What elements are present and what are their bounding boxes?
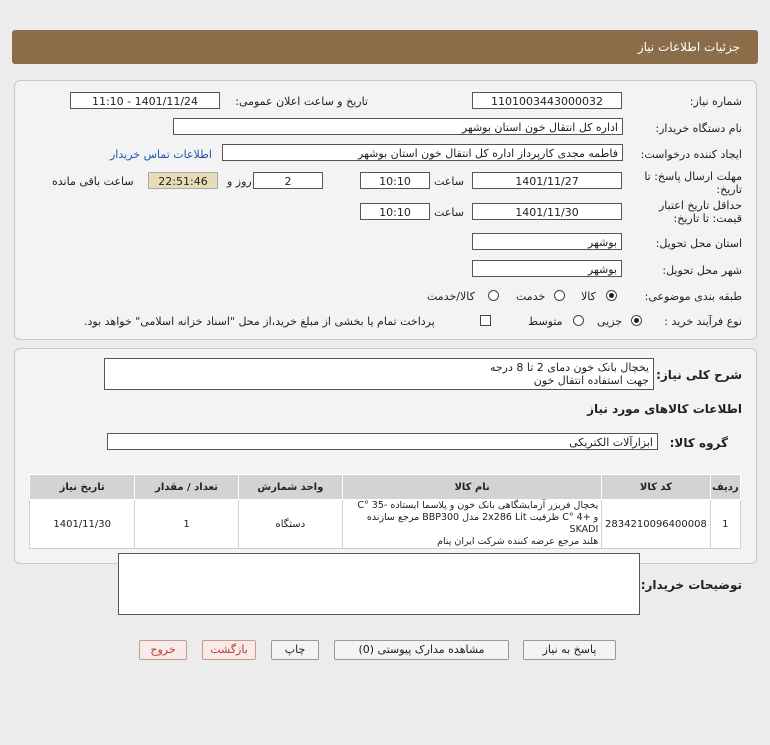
description-label: شرح کلی نیاز: (656, 368, 742, 382)
col-name: نام کالا (342, 475, 601, 500)
cell-code: 2834210096400008 (602, 500, 710, 549)
treasury-payment-checkbox[interactable] (480, 315, 491, 326)
announce-field: 1401/11/24 - 11:10 (70, 92, 220, 109)
cell-qty: 1 (135, 500, 238, 549)
deadline-date-field: 1401/11/27 (472, 172, 622, 189)
city-field: بوشهر (472, 260, 622, 277)
process-radio-medium[interactable] (573, 315, 584, 326)
col-row: ردیف (710, 475, 740, 500)
city-label: شهر محل تحویل: (662, 264, 742, 277)
view-attachments-button[interactable]: مشاهده مدارک پیوستی (0) (334, 640, 509, 660)
announce-label: تاریخ و ساعت اعلان عمومی: (235, 95, 368, 108)
category-radio-goods[interactable] (606, 290, 617, 301)
print-button[interactable]: چاپ (271, 640, 319, 660)
cell-name-line-1: یخچال فریزر آزمایشگاهی بانک خون و پلاسما ایستاده -35 °C (357, 500, 599, 511)
category-radio-both[interactable] (488, 290, 499, 301)
buyer-field: اداره کل انتقال خون استان بوشهر (173, 118, 623, 135)
days-label: روز و (227, 175, 252, 188)
cell-date: 1401/11/30 (30, 500, 135, 549)
process-option-minor: جزیی (597, 315, 623, 328)
page-title: جزئیات اطلاعات نیاز (637, 40, 740, 54)
category-radio-service[interactable] (554, 290, 565, 301)
days-field: 2 (253, 172, 323, 189)
need-number-label: شماره نیاز: (689, 95, 742, 108)
back-button[interactable]: بازگشت (202, 640, 256, 660)
cell-name-line-3: هلند مرجع عرضه کننده شرکت ایران پنام (437, 536, 599, 547)
description-field (104, 358, 654, 390)
remaining-time-field: 22:51:46 (148, 172, 218, 189)
description-line-1: یخچال بانک خون دمای 2 تا 8 درجه (489, 361, 649, 374)
treasury-payment-note: پرداخت تمام یا بخشی از مبلغ خرید،از محل "اسناد خزانه اسلامی" خواهد بود. (84, 315, 435, 328)
validity-label: حداقل تاریخ اعتبار قیمت: تا تاریخ: (658, 199, 742, 225)
page-header (12, 30, 758, 64)
category-option-service: خدمت (516, 290, 546, 303)
buyer-contact-link[interactable]: اطلاعات تماس خریدار (110, 148, 212, 161)
buyer-notes-field (118, 553, 640, 615)
goods-group-field: ابزارآلات الکتریکی (107, 433, 658, 450)
process-option-medium: متوسط (528, 315, 563, 328)
need-number-field: 1101003443000032 (472, 92, 622, 109)
col-unit: واحد شمارش (238, 475, 342, 500)
cell-row: 1 (710, 500, 740, 549)
deadline-time-field: 10:10 (360, 172, 430, 189)
cell-name (342, 500, 601, 549)
goods-table-header (30, 475, 741, 500)
category-label: طبقه بندی موضوعی: (644, 290, 742, 303)
goods-section-title: اطلاعات کالاهای مورد نیاز (587, 402, 742, 416)
validity-date-field: 1401/11/30 (472, 203, 622, 220)
reply-button[interactable]: پاسخ به نیاز (523, 640, 616, 660)
col-qty: تعداد / مقدار (135, 475, 238, 500)
deadline-label: مهلت ارسال پاسخ: تا تاریخ: (644, 170, 742, 196)
remaining-label: ساعت باقی مانده (52, 175, 134, 188)
table-row (30, 500, 741, 549)
category-option-goods: کالا (581, 290, 596, 303)
creator-field: فاطمه مجدی کارپرداز اداره کل انتقال خون استان بوشهر (222, 144, 623, 161)
description-line-2: جهت استفاده انتقال خون (533, 374, 649, 387)
col-date: تاریخ نیاز (30, 475, 135, 500)
cell-unit: دستگاه (238, 500, 342, 549)
process-radio-minor[interactable] (631, 315, 642, 326)
creator-label: ایجاد کننده درخواست: (640, 148, 742, 161)
validity-time-field: 10:10 (360, 203, 430, 220)
col-code: کد کالا (602, 475, 710, 500)
deadline-time-label: ساعت (434, 175, 464, 188)
goods-group-label: گروه کالا: (669, 436, 728, 450)
cell-name-line-2: و +4 °C ظرفیت 2x286 Lit مدل BBP300 مرجع سازنده SKADI (366, 512, 599, 535)
province-field: بوشهر (472, 233, 622, 250)
exit-button[interactable]: خروج (139, 640, 187, 660)
goods-table (29, 474, 741, 549)
validity-time-label: ساعت (434, 206, 464, 219)
process-label: نوع فرآیند خرید : (664, 315, 742, 328)
buyer-notes-label: توضیحات خریدار: (640, 578, 742, 592)
category-option-both: کالا/خدمت (427, 290, 475, 303)
province-label: استان محل تحویل: (655, 237, 742, 250)
buyer-label: نام دستگاه خریدار: (655, 122, 742, 135)
